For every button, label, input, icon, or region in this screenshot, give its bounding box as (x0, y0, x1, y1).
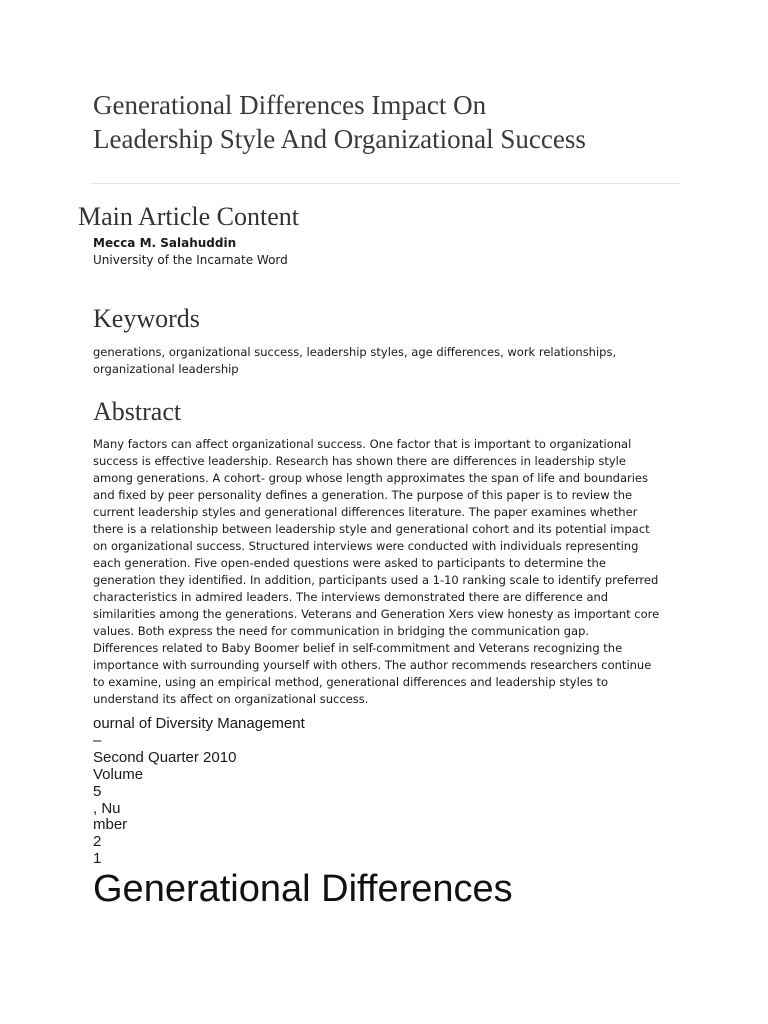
abstract-line: among generations. A cohort- group whose length approximates the span of life and boundaries (93, 471, 648, 485)
abstract-line: Differences related to Baby Boomer belief in self-commitment and Veterans recognizing the (93, 641, 623, 655)
abstract-line: each generation. Five open-ended questions were asked to participants to determine the (93, 556, 606, 570)
journal-line: 1 (93, 850, 102, 868)
author-affiliation: University of the Incarnate Word (93, 253, 288, 267)
keywords-text (93, 344, 673, 378)
abstract-line: importance with surrounding yourself with others. The author recommends researchers continue (93, 658, 652, 672)
author-name: Mecca M. Salahuddin (93, 236, 237, 250)
section-heading: Generational Differences (93, 868, 513, 910)
keywords-line: organizational leadership (93, 362, 239, 376)
article-title-line: Leadership Style And Organizational Success (93, 124, 586, 154)
journal-line: ournal of Diversity Management (93, 715, 305, 732)
journal-line: , Nu (93, 799, 121, 817)
abstract-line: success is effective leadership. Research has shown there are differences in leadership style (93, 454, 626, 468)
article-title-line: Generational Differences Impact On (93, 90, 487, 120)
keywords-line: generations, organizational success, leadership styles, age differences, work relationships, (93, 345, 617, 359)
abstract-line: to examine, using an empirical method, generational differences and leadership styles to (93, 675, 609, 689)
abstract-line: on organizational success. Structured interviews were conducted with individuals representing (93, 539, 639, 553)
journal-line: 2 (93, 833, 102, 851)
divider (90, 183, 680, 184)
abstract-line: current leadership styles and generational differences literature. The paper examines whether (93, 505, 638, 519)
abstract-line: Many factors can affect organizational success. One factor that is important to organizational (93, 437, 632, 451)
abstract-line: and fixed by peer personality defines a generation. The purpose of this paper is to review the (93, 488, 633, 502)
abstract-line: there is a relationship between leadership style and generational cohort and its potential impact (93, 522, 650, 536)
journal-line: Volume (93, 765, 144, 783)
abstract-line: generation they identified. In addition, participants used a 1-10 ranking scale to identify preferred (93, 573, 659, 587)
journal-line: 5 (93, 782, 102, 800)
journal-line: Second Quarter 2010 (93, 748, 237, 766)
abstract-line: characteristics in admired leaders. The interviews demonstrated there are difference and (93, 590, 609, 604)
abstract-line: understand its affect on organizational success. (93, 692, 369, 706)
main-content-heading: Main Article Content (78, 202, 299, 231)
journal-info (93, 716, 305, 868)
article-title (93, 88, 693, 156)
abstract-heading: Abstract (93, 397, 182, 426)
keywords-heading: Keywords (93, 304, 200, 333)
abstract-line: values. Both express the need for communication in bridging the communication gap. (93, 624, 590, 638)
journal-line: – (93, 731, 102, 749)
abstract-line: similarities among the generations. Veterans and Generation Xers view honesty as important core (93, 607, 660, 621)
abstract-text (93, 436, 683, 708)
journal-line: mber (93, 816, 128, 834)
